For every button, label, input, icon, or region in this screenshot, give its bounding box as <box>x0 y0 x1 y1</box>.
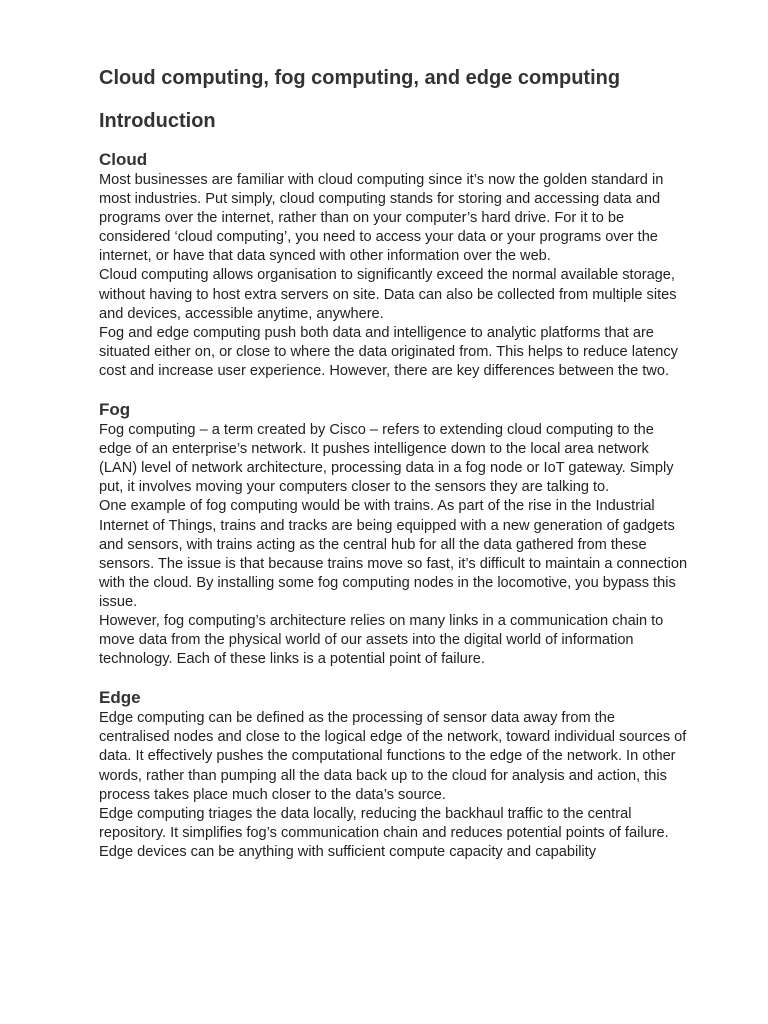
paragraph: Edge computing can be defined as the processing of sensor data away from the centralised nodes and close to the logical edge of the network, toward individual sources of data. It effectively pushes the computational functions to the edge of the network. In other words, rather than pumping all the data back up to the cloud for analysis and action, this process takes place much closer to the data’s source. <box>99 710 687 803</box>
section-heading: Cloud <box>99 150 148 169</box>
paragraph: Most businesses are familiar with cloud computing since it’s now the golden standard in most industries. Put simply, cloud computing stands for storing and accessing data and programs over the internet, rather than on your computer’s hard drive. For it to be considered ‘cloud computing’, you need to access your data or your programs over the internet, or have that data synced with other information over the web. <box>99 172 664 265</box>
section-edge <box>99 688 689 862</box>
section-fog <box>99 400 689 669</box>
paragraph: Edge computing triages the data locally, reducing the backhaul traffic to the central repository. It simplifies fog’s communication chain and reduces potential points of failure. <box>99 805 669 841</box>
paragraph: Edge devices can be anything with sufficient compute capacity and capability <box>99 843 597 860</box>
introduction-heading: Introduction <box>99 110 216 132</box>
paragraph: Cloud computing allows organisation to significantly exceed the normal available storage, without having to host extra servers on site. Data can also be collected from multiple sites and devices, accessible anytime, anywhere. <box>99 267 677 322</box>
paragraph: Fog computing – a term created by Cisco – refers to extending cloud computing to the edge of an enterprise’s network. It pushes intelligence down to the local area network (LAN) level of network architecture, processing data in a fog node or IoT gateway. Simply put, it involves moving your computers closer to the sensors they are talking to. <box>99 422 674 496</box>
paragraph: However, fog computing’s architecture relies on many links in a communication chain to move data from the physical world of our assets into the digital world of information technology. Each of these links is a potential point of failure. <box>99 612 664 668</box>
document-page <box>99 66 689 862</box>
section-cloud <box>99 150 689 381</box>
section-heading: Fog <box>99 400 131 420</box>
document-title: Cloud computing, fog computing, and edge computing <box>99 67 621 89</box>
paragraph: Fog and edge computing push both data and intelligence to analytic platforms that are situated either on, or close to where the data originated from. This helps to reduce latency cost and increase user experience. However, there are key differences between the two. <box>99 324 678 379</box>
paragraph: One example of fog computing would be with trains. As part of the rise in the Industrial Internet of Things, trains and tracks are being equipped with a new generation of gadgets and sensors, with trains acting as the central hub for all the data gathered from these sensors. The issue is that because trains move so fast, it’s difficult to maintain a connection with the cloud. By installing some fog computing nodes in the locomotive, you bypass this issue. <box>99 498 688 610</box>
section-heading: Edge <box>99 688 141 708</box>
